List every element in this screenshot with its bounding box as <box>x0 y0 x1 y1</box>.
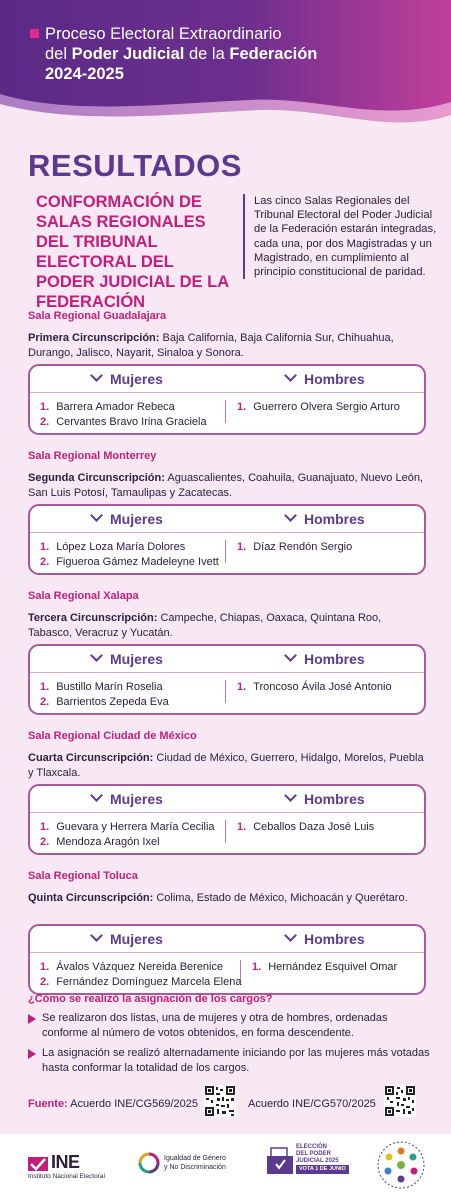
item-number: 1. <box>237 681 247 693</box>
list-item <box>40 820 215 835</box>
circunscripcion-states: Ciudad de México, Guerrero, Hidalgo, Morelos, Puebla y Tlaxcala. <box>28 752 424 779</box>
source-line <box>28 1098 198 1110</box>
circunscripcion-label: Cuarta Circunscripción: <box>28 752 154 764</box>
list-item <box>40 960 241 975</box>
arrow-right-icon <box>28 1049 36 1059</box>
divider <box>225 820 226 843</box>
sala-title: Sala Regional Ciudad de México <box>28 730 197 742</box>
mujeres-list <box>40 680 169 710</box>
hombres-label: Hombres <box>304 931 365 947</box>
circunscripcion-label: Tercera Circunscripción: <box>28 612 158 624</box>
candidate-name: Hernández Esquivel Omar <box>268 961 398 973</box>
circunscripcion-states: Baja California, Baja California Sur, Chihuahua, Durango, Jalisco, Nayarit, Sinaloa y Sonora. <box>28 332 394 359</box>
candidate-name: Guevara y Herrera María Cecilia <box>56 821 215 833</box>
bullet-item <box>28 1011 432 1041</box>
sala-section <box>28 310 428 361</box>
mujeres-label: Mujeres <box>110 931 163 947</box>
circunscripcion-text <box>28 891 428 906</box>
eleccion-logo <box>267 1144 349 1174</box>
sala-section <box>28 870 428 906</box>
ine-logo-text: INE <box>51 1152 80 1172</box>
candidate-name: Cervantes Bravo Irina Graciela <box>56 416 207 428</box>
header-line-2-bold-1: Poder Judicial <box>71 45 185 63</box>
chevron-down-icon <box>90 789 103 802</box>
logos-bar <box>0 1134 451 1200</box>
list-item <box>40 400 207 415</box>
qr-code-icon[interactable] <box>384 1085 416 1117</box>
mujeres-list <box>40 960 241 990</box>
item-number: 1. <box>40 681 50 693</box>
candidate-name: Barrera Amador Rebeca <box>56 401 175 413</box>
eleccion-text-1: ELECCIÓN <box>296 1144 328 1150</box>
chevron-down-icon <box>90 509 103 522</box>
circunscripcion-text <box>28 331 428 361</box>
hombres-label: Hombres <box>304 651 365 667</box>
mujeres-list <box>40 820 215 850</box>
arrow-right-icon <box>28 1014 36 1024</box>
circunscripcion-label: Quinta Circunscripción: <box>28 892 154 904</box>
hombres-label: Hombres <box>304 371 365 387</box>
candidate-name: Mendoza Aragón Ixel <box>56 836 160 848</box>
item-number: 2. <box>40 836 50 848</box>
header-line-2-mid: de la <box>184 45 230 63</box>
mujeres-label: Mujeres <box>110 651 163 667</box>
list-item <box>237 680 392 695</box>
candidate-name: Ávalos Vázquez Nereida Berenice <box>56 961 224 973</box>
item-number: 2. <box>40 556 50 568</box>
description: Las cinco Salas Regionales del Tribunal Electoral del Poder Judicial de la Federación estarán integradas, cada una, por dos Magistradas y un Magistrado, en cumplimiento al principio constitucional de paridad. <box>243 194 439 279</box>
eleccion-text-4: VOTA 1 DE JUNIO <box>296 1165 349 1174</box>
sala-title: Sala Regional Toluca <box>28 870 138 882</box>
hombres-list <box>252 960 397 975</box>
chevron-down-icon <box>284 649 297 662</box>
item-number: 2. <box>40 696 50 708</box>
candidate-name: Ceballos Daza José Luis <box>253 821 375 833</box>
circunscripcion-states: Colima, Estado de México, Michoacán y Querétaro. <box>153 892 408 904</box>
mujeres-list <box>40 540 219 570</box>
candidate-name: Díaz Rendón Sergio <box>253 541 353 553</box>
chevron-down-icon <box>284 789 297 802</box>
sala-title: Sala Regional Guadalajara <box>28 310 167 322</box>
divider <box>30 532 424 533</box>
item-number: 1. <box>40 961 50 973</box>
circunscripcion-states: Campeche, Chiapas, Oaxaca, Quintana Roo, Tabasco, Veracruz y Yucatán. <box>28 612 382 639</box>
list-item <box>40 975 241 990</box>
list-item <box>237 820 374 835</box>
item-number: 1. <box>237 401 247 413</box>
ballot-box-icon <box>267 1144 293 1174</box>
source-label: Fuente: <box>28 1098 68 1110</box>
header-line-2-pre: del <box>45 45 72 63</box>
divider <box>225 540 226 563</box>
igualdad-text-2: y No Discriminación <box>164 1164 226 1171</box>
bullet-item <box>28 1046 432 1076</box>
hombres-header <box>286 651 365 667</box>
divider <box>30 672 424 673</box>
mujeres-label: Mujeres <box>110 791 163 807</box>
sala-title: Sala Regional Monterrey <box>28 450 157 462</box>
results-box <box>28 784 426 855</box>
results-box <box>28 504 426 575</box>
list-item <box>40 680 169 695</box>
circunscripcion-states: Aguascalientes, Coahuila, Guanajuato, Nuevo León, San Luis Potosí, Tamaulipas y Zacatecas. <box>28 472 423 499</box>
ine-logo-subtext: Instituto Nacional Electoral <box>28 1173 105 1180</box>
mujeres-header <box>92 931 163 947</box>
item-number: 2. <box>40 416 50 428</box>
hombres-header <box>286 371 365 387</box>
item-number: 1. <box>40 821 50 833</box>
acuerdo-1: Acuerdo INE/CG569/2025 <box>67 1098 198 1110</box>
mujeres-header <box>92 371 163 387</box>
circunscripcion-label: Segunda Circunscripción: <box>28 472 165 484</box>
list-item <box>237 540 352 555</box>
candidate-name: López Loza María Dolores <box>56 541 186 553</box>
ine-logo <box>28 1152 105 1180</box>
list-item <box>40 835 215 850</box>
header-line-2-bold-2: Federación <box>229 45 318 63</box>
item-number: 1. <box>40 541 50 553</box>
mujeres-label: Mujeres <box>110 371 163 387</box>
list-item <box>40 540 219 555</box>
hombres-header <box>286 791 365 807</box>
item-number: 1. <box>237 541 247 553</box>
list-item <box>252 960 397 975</box>
header-line-3: 2024-2025 <box>45 65 124 83</box>
bullet-square-icon <box>30 29 39 38</box>
chevron-down-icon <box>284 369 297 382</box>
inclusion-seal-icon <box>376 1140 426 1190</box>
circunscripcion-text <box>28 751 428 781</box>
hombres-header <box>286 931 365 947</box>
subtitle: CONFORMACIÓN DE SALAS REGIONALES DEL TRIBUNAL ELECTORAL DEL PODER JUDICIAL DE LA FEDERACIÓN <box>36 193 229 311</box>
qr-code-icon[interactable] <box>204 1085 236 1117</box>
equality-ring-icon <box>138 1152 160 1174</box>
igualdad-text-1: Igualdad de Género <box>164 1155 226 1162</box>
igualdad-logo <box>138 1152 226 1174</box>
item-number: 1. <box>237 821 247 833</box>
sala-section <box>28 590 428 641</box>
list-item <box>237 400 400 415</box>
page-title: RESULTADOS <box>28 148 242 183</box>
sala-section <box>28 450 428 501</box>
chevron-down-icon <box>90 649 103 662</box>
mujeres-list <box>40 400 207 430</box>
sala-title: Sala Regional Xalapa <box>28 590 139 602</box>
hombres-label: Hombres <box>304 511 365 527</box>
divider <box>30 812 424 813</box>
candidate-name: Barrientos Zepeda Eva <box>56 696 169 708</box>
item-number: 1. <box>40 401 50 413</box>
hombres-list <box>237 820 374 835</box>
divider <box>225 680 226 703</box>
candidate-name: Bustillo Marín Roselia <box>56 681 163 693</box>
circunscripcion-text <box>28 471 428 501</box>
header-banner <box>0 0 451 140</box>
sala-section <box>28 730 428 781</box>
candidate-name: Figueroa Gámez Madeleyne Ivett <box>56 556 219 568</box>
hombres-header <box>286 511 365 527</box>
list-item <box>40 695 169 710</box>
header-title <box>30 24 440 84</box>
mujeres-header <box>92 791 163 807</box>
circunscripcion-label: Primera Circunscripción: <box>28 332 160 344</box>
bullet-text: La asignación se realizó alternadamente iniciando por las mujeres más votadas hasta conformar la totalidad de los cargos. <box>42 1047 430 1074</box>
hombres-label: Hombres <box>304 791 365 807</box>
chevron-down-icon <box>90 929 103 942</box>
mujeres-label: Mujeres <box>110 511 163 527</box>
hombres-list <box>237 680 392 695</box>
candidate-name: Guerrero Olvera Sergio Arturo <box>253 401 400 413</box>
divider <box>225 400 226 423</box>
divider <box>30 392 424 393</box>
item-number: 2. <box>40 976 50 988</box>
chevron-down-icon <box>284 929 297 942</box>
circunscripcion-text <box>28 611 428 641</box>
bullet-text: Se realizaron dos listas, una de mujeres y otra de hombres, ordenadas conforme al número de votos obtenidos, en forma descendente. <box>42 1012 388 1039</box>
list-item <box>40 415 207 430</box>
chevron-down-icon <box>284 509 297 522</box>
mujeres-header <box>92 651 163 667</box>
candidate-name: Troncoso Ávila José Antonio <box>253 681 392 693</box>
results-box <box>28 924 426 995</box>
mujeres-header <box>92 511 163 527</box>
list-item <box>40 555 219 570</box>
hombres-list <box>237 540 352 555</box>
chevron-down-icon <box>90 369 103 382</box>
results-box <box>28 364 426 435</box>
item-number: 1. <box>252 961 262 973</box>
divider <box>30 952 424 953</box>
eleccion-text-3: JUDICIAL 2025 <box>296 1158 339 1164</box>
ine-mark-icon <box>28 1155 48 1171</box>
acuerdo-2: Acuerdo INE/CG570/2025 <box>248 1098 376 1110</box>
question-heading: ¿Cómo se realizó la asignación de los cargos? <box>28 993 273 1005</box>
eleccion-text-2: DEL PODER <box>296 1151 331 1157</box>
header-line-1: Proceso Electoral Extraordinario <box>45 25 282 43</box>
results-box <box>28 644 426 715</box>
candidate-name: Fernández Domínguez Marcela Elena <box>56 976 242 988</box>
hombres-list <box>237 400 400 415</box>
